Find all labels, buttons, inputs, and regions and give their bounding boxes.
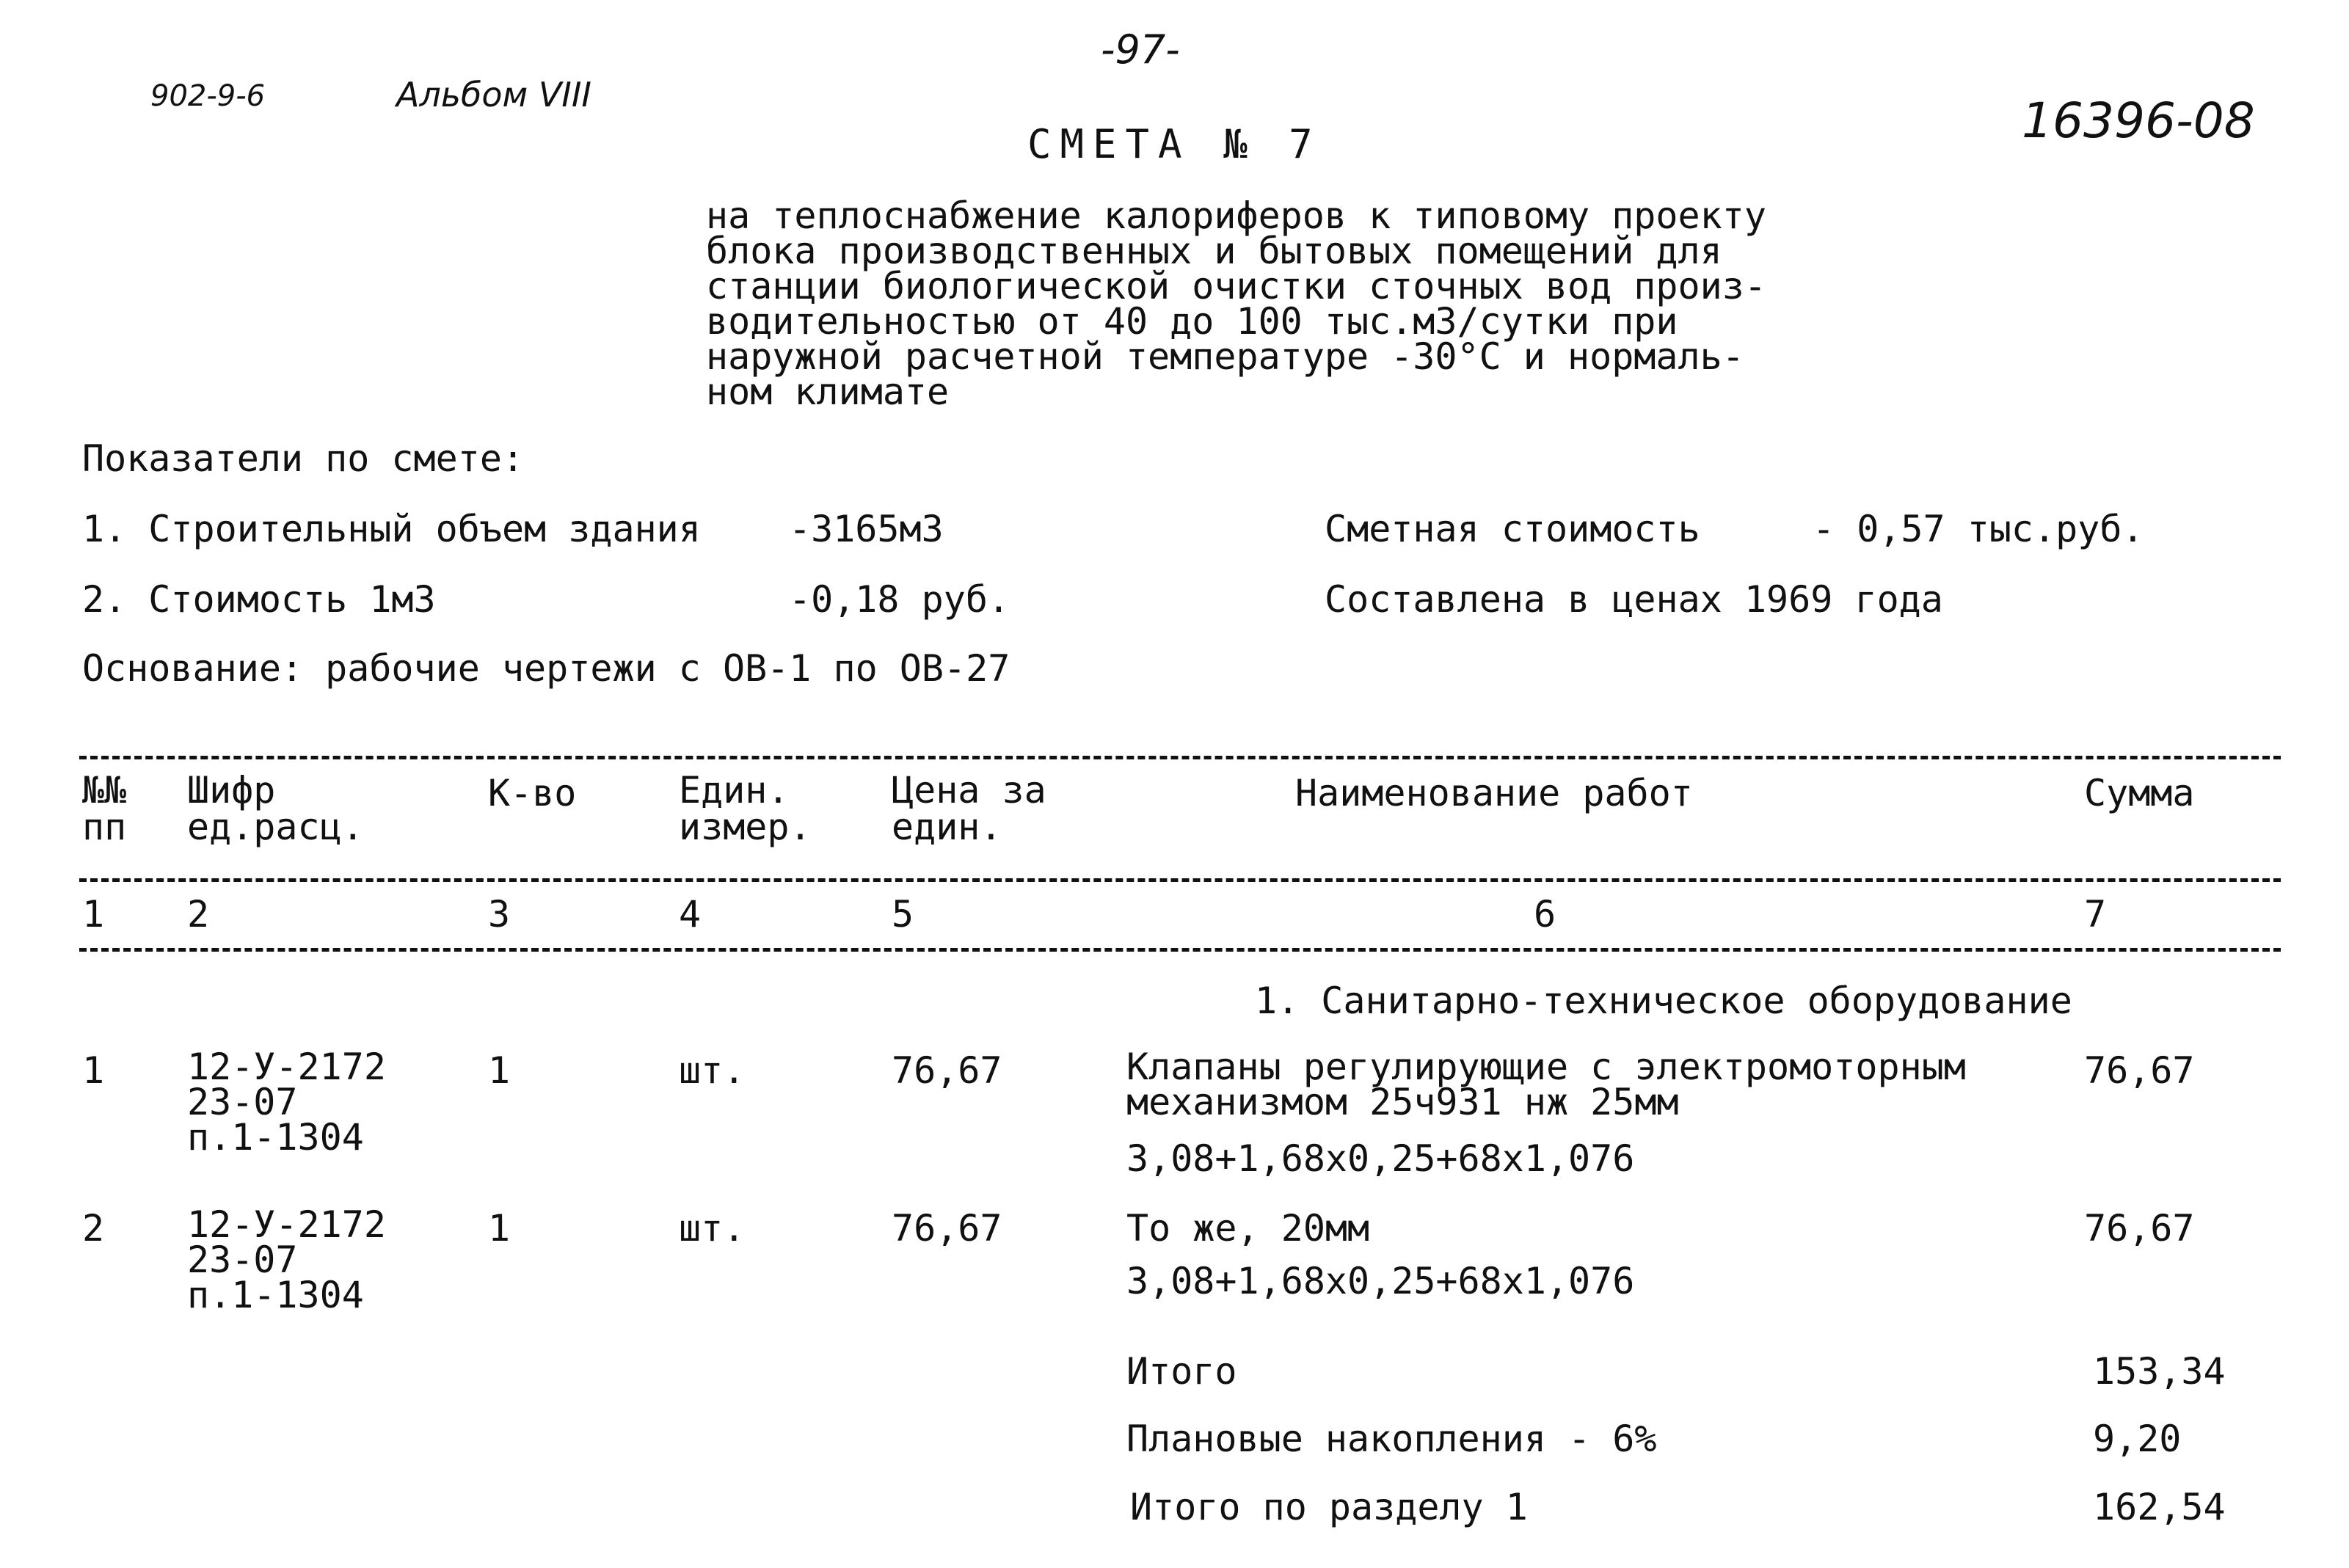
row-formula: 3,08+1,68х0,25+68х1,076 bbox=[1126, 1260, 1635, 1302]
section-total-value: 162,54 bbox=[2093, 1486, 2226, 1528]
planned-savings-label: Плановые накопления - 6% bbox=[1126, 1418, 1657, 1460]
page-title: СМЕТА № 7 bbox=[1027, 121, 1322, 167]
row-unit: шт. bbox=[679, 1049, 746, 1092]
description-line: водительностью от 40 до 100 тыс.м3/сутки при bbox=[706, 300, 1678, 343]
header-price: Цена за един. bbox=[892, 769, 1046, 848]
column-number: 6 bbox=[1534, 893, 1556, 936]
unit-cost-value: -0,18 руб. bbox=[789, 578, 1010, 621]
row-work-name: То же, 20мм bbox=[1126, 1207, 1370, 1250]
header-sum: Сумма bbox=[2084, 772, 2195, 814]
column-number: 5 bbox=[892, 893, 914, 936]
section-title: 1. Санитарно-техническое оборудование bbox=[1255, 980, 2072, 1022]
table-rule-top bbox=[79, 756, 2281, 759]
row-num: 1 bbox=[82, 1049, 105, 1092]
header-qty: К-во bbox=[488, 772, 577, 814]
document-code: 902-9-6 bbox=[150, 79, 266, 113]
total-label: Итого bbox=[1126, 1350, 1237, 1393]
header-num: №№ пп bbox=[82, 769, 127, 848]
row-work-name: Клапаны регулирующие с электромоторным механизмом 25ч931 нж 25мм bbox=[1126, 1046, 1966, 1123]
row-price: 76,67 bbox=[892, 1049, 1002, 1092]
page-number: -97- bbox=[1101, 26, 1180, 73]
section-total-label: Итого по разделу 1 bbox=[1130, 1486, 1528, 1528]
description-line: наружной расчетной температуре -30°С и нормаль- bbox=[706, 335, 1744, 378]
total-value: 153,34 bbox=[2093, 1350, 2226, 1393]
row-unit: шт. bbox=[679, 1207, 746, 1250]
row-code: 12-У-2172 23-07 п.1-1304 bbox=[187, 1046, 386, 1159]
description-line: станции биологической очистки сточных вод произ- bbox=[706, 265, 1766, 307]
building-volume-value: -3165м3 bbox=[789, 508, 944, 550]
row-qty: 1 bbox=[488, 1049, 511, 1092]
row-formula: 3,08+1,68х0,25+68х1,076 bbox=[1126, 1137, 1635, 1180]
planned-savings-value: 9,20 bbox=[2093, 1418, 2182, 1460]
row-sum: 76,67 bbox=[2084, 1207, 2195, 1250]
description-line: блока производственных и бытовых помещений для bbox=[706, 230, 1722, 272]
description-line: на теплоснабжение калориферов к типовому проекту bbox=[706, 194, 1766, 237]
document-number: 16396-08 bbox=[2022, 92, 2255, 149]
estimate-description bbox=[706, 194, 1766, 413]
column-number: 4 bbox=[679, 893, 702, 936]
indicators-heading: Показатели по смете: bbox=[82, 437, 525, 480]
header-unit: Един. измер. bbox=[679, 769, 812, 848]
row-price: 76,67 bbox=[892, 1207, 1002, 1250]
row-num: 2 bbox=[82, 1207, 105, 1250]
building-volume-label: 1. Строительный объем здания bbox=[82, 508, 701, 550]
column-number: 1 bbox=[82, 893, 105, 936]
row-sum: 76,67 bbox=[2084, 1049, 2195, 1092]
basis-text: Основание: рабочие чертежи с ОВ-1 по ОВ-27 bbox=[82, 647, 1010, 690]
header-code: Шифр ед.расц. bbox=[187, 769, 364, 848]
column-number: 7 bbox=[2084, 893, 2107, 936]
header-name: Наименование работ bbox=[1295, 772, 1693, 814]
description-line: ном климате bbox=[706, 371, 950, 413]
column-number: 3 bbox=[488, 893, 511, 936]
row-code: 12-У-2172 23-07 п.1-1304 bbox=[187, 1203, 386, 1316]
table-rule-header bbox=[79, 878, 2281, 882]
estimated-cost-label: Сметная стоимость bbox=[1325, 508, 1700, 550]
row-qty: 1 bbox=[488, 1207, 511, 1250]
price-base-label: Составлена в ценах 1969 года bbox=[1325, 578, 1943, 621]
unit-cost-label: 2. Стоимость 1м3 bbox=[82, 578, 436, 621]
column-number: 2 bbox=[187, 893, 210, 936]
table-rule-numbers bbox=[79, 948, 2281, 952]
album-label: Альбом VIII bbox=[396, 75, 591, 114]
estimated-cost-value: - 0,57 тыс.руб. bbox=[1813, 508, 2144, 550]
